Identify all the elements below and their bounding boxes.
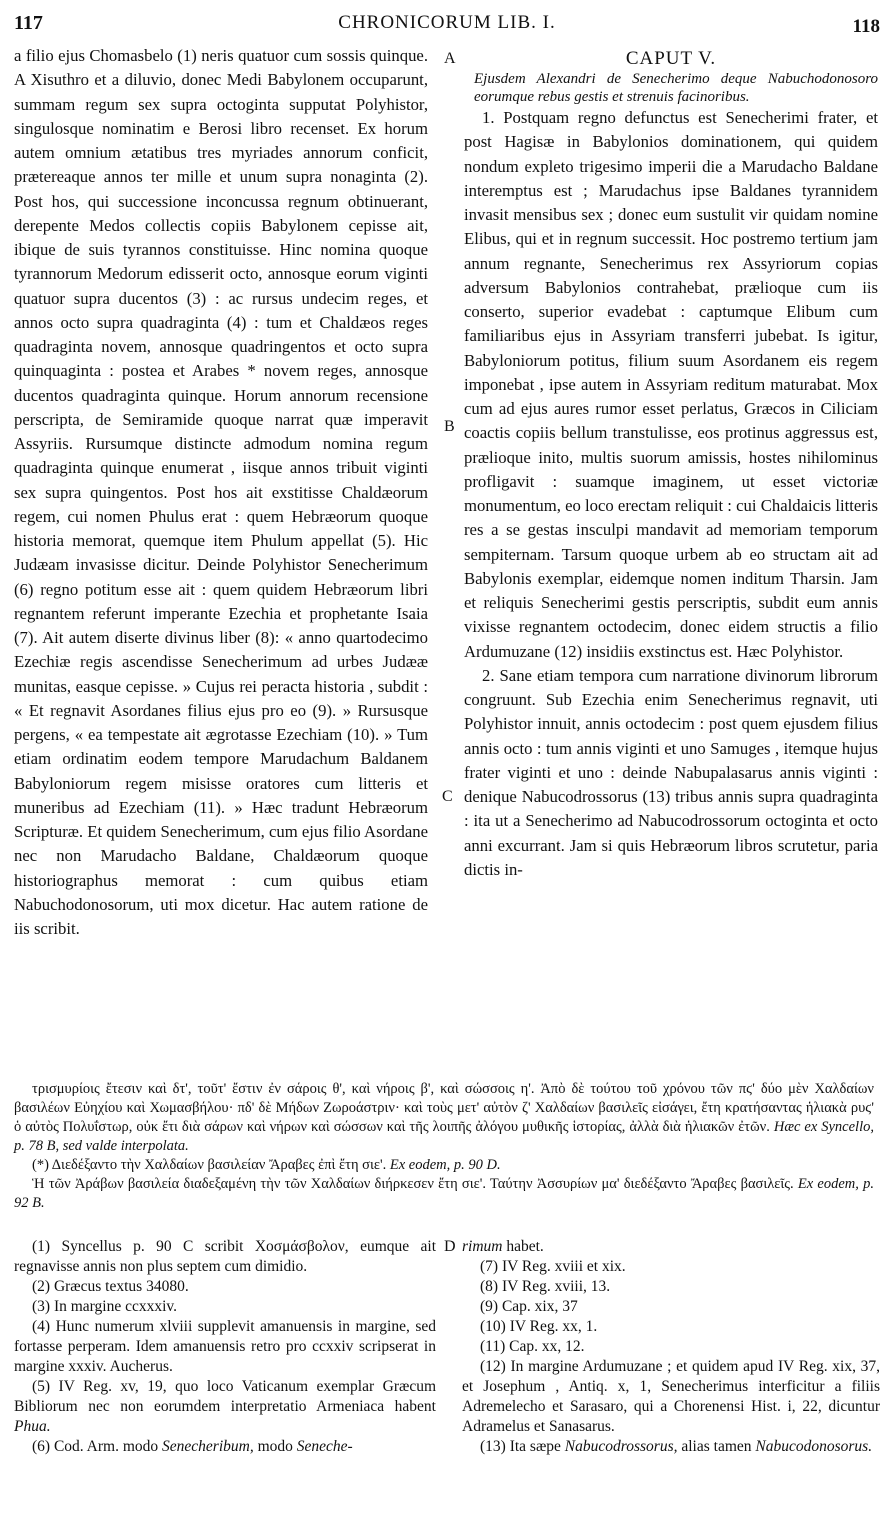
footnote-text: (13) Ita sæpe xyxy=(480,1438,565,1455)
greek-note-2 xyxy=(14,1156,874,1175)
footnotes-left xyxy=(14,1237,436,1457)
right-paragraph-2: 2. Sane etiam tempora cum narratione divinorum librorum congruunt. Sub Ezechia enim Senecherimus regnavit, uti Polyhistor innuit, annis octodecim : post quem ejusdem filius annis octo : tum annis viginti et uno Samuges , itemque hujus frater viginti et uno : deinde Nabupalasarus annis viginti : denique Nabucodrossorus (13) tribus annis supra quadraginta : ita ut a Senecherimo ad Nabucodrossorum octoginta et octo anni excurrant. Jam si quis Hebræorum libros scrutetur, paria dictis in- xyxy=(464,665,878,879)
footnote-text: (5) IV Reg. xv, 19, quo loco Vaticanum exemplar Græcum Bibliorum nec non eorumdem interpretatio Armeniaca habent xyxy=(14,1378,436,1415)
margin-marker-b: B xyxy=(444,418,455,435)
margin-marker-c: C xyxy=(442,788,453,805)
running-title: CHRONICORUM LIB. I. xyxy=(338,12,556,33)
greek-source: Ex eodem, p. 92 B. xyxy=(14,1176,875,1211)
greek-text: (*) Διεδέξαντο τὴν Χαλδαίων βασιλείαν Ἄραβες ἐπὶ ἔτη σιε'. xyxy=(32,1157,387,1173)
footnote-italic: rimum xyxy=(462,1238,503,1255)
right-text-column xyxy=(464,48,878,882)
page-number-left: 117 xyxy=(14,12,43,34)
footnote-text: modo xyxy=(253,1438,297,1455)
footnote-12: (12) In margine Ardumuzane ; et quidem apud IV Reg. xix, 37, et Josephum , Antiq. x, 1, Senecherimus interficitur a filiis Adremelecho et Sarasaro, qui a Chorenensi Hist. i, 22, dicuntur Adramelus et Sanasarus. xyxy=(462,1358,880,1435)
footnote-9: (9) Cap. xix, 37 xyxy=(480,1298,578,1315)
footnote-text: alias tamen xyxy=(677,1438,756,1455)
footnote-11: (11) Cap. xx, 12. xyxy=(480,1338,585,1355)
footnote-4: (4) Hunc numerum xlviii supplevit amanuensis in margine, sed fortasse perperam. Idem amanuensis retro pro ccxxiv scripserat in margine xxxiv. Aucherus. xyxy=(14,1318,436,1375)
footnote-8: (8) IV Reg. xviii, 13. xyxy=(480,1278,611,1295)
footnote-6-continued xyxy=(462,1237,880,1257)
right-paragraph-1: 1. Postquam regno defunctus est Senecherimi frater, et post Hagisæ in Babylonios dominationem, qui quidem nondum expleto trigesimo imperii die a Marudacho Baldane interemptus est ; Marudachus ipse Baldanes tyrannidem invasit mensibus sex ; donec eum sustulit vir quidam nomine Elibus, qui et in regnum successit. Hoc postremo tertium jam annum regnante, Senecherimus rex Assyriorum copias adversum Babylonios contrahebat, prælioque cum iis conserto, superior evadebat : captumque Elibum cum familiaribus ejus in Assyriam transferri jubebat. Is igitur, Babyloniorum potitus, filium suum Asordanem eis regem imponebat , ipse autem in Assyriam reditum maturabat. Mox cum ad ejus aures rumor esset perlatus, Græcos in Ciliciam coactis copiis bellum transtulisse, eos protinus aggressus est, prælioque inito, multis suorum amissis, hostes nihilominus profligavit : suamque imaginem, ut esset victoriæ monumentum, eo loco erectam reliquit : cui Chaldaicis litteris res a se gestas insculpi mandavit ad memoriam temporum sempiternam. Tarsum quoque urbem ab eo structam ait ad Babylonis exemplar, eidemque nomen inditum Tharsin. Jam et reliquis Senecherimi gestis perscriptis, subdit eum annis vixisse regnantem octodecim, donec eidem structis a filio Ardumuzane (12) insidiis exstinctus est. Hæc Polyhistor. xyxy=(464,108,878,661)
chapter-summary: Ejusdem Alexandri de Senecherimo deque Nabuchodonosoro eorumque rebus gestis et strenuis facinoribus. xyxy=(474,71,878,105)
footnote-10: (10) IV Reg. xx, 1. xyxy=(480,1318,598,1335)
greek-text: Ἡ τῶν Ἀράβων βασιλεία διαδεξαμένη τὴν τῶν Χαλδαίων διήρκεσεν ἔτη σιε'. Ταύτην Ἀσσυρίων μα' διεδέξαντο Ἄραβες βασιλεῖς. xyxy=(32,1176,794,1192)
greek-source: Ex eodem, p. 90 D. xyxy=(389,1157,501,1173)
greek-text: τρισμυρίοις ἔτεσιν καὶ δτ', τοῦτ' ἔστιν ἐν σάροις θ', καὶ νήροις β', καὶ σώσσοις η'. Ἀπὸ δὲ τούτου τοῦ χρόνου τῶν πϛ' δύο μὲν Χαλδαίων βασιλέων Εὐηχίου καὶ Χωμασβήλου· πδ' δὲ Μήδων Ζωροάστριν· καὶ τοὺς μετ' αὐτὸν ζ' Χαλδαίων βασιλεῖς εἰσάγει, ἔτη κρατήσαντας ἡλιακὰ ρυϛ' ὁ αὐτὸς Πολυΐστωρ, οὐκ ἔτι διὰ σάρων καὶ νήρων καὶ σώσσων καὶ τῆς λοιπῆς ἀλόγου μυθικῆς ἱστορίας, ἀλλὰ διὰ ἡλιακῶν ἐτῶν. xyxy=(14,1081,874,1135)
greek-source: Hæc ex Syncello, p. 78 B, sed valde interpolata. xyxy=(14,1119,874,1154)
page-header xyxy=(14,12,880,42)
footnote-7: (7) IV Reg. xviii et xix. xyxy=(480,1258,626,1275)
footnote-italic: Nabucodrossorus, xyxy=(564,1438,678,1455)
margin-marker-d: D xyxy=(444,1238,456,1255)
footnote-italic: Seneche- xyxy=(296,1438,353,1455)
greek-note-3 xyxy=(14,1175,874,1213)
left-paragraph: a filio ejus Chomasbelo (1) neris quatuor cum sossis quinque. A Xisuthro et a diluvio, donec Medi Babylonem occuparunt, summam regum sex supra octoginta supputat Polyhistor, singulosque nominatim e Berosi libro recenset. Ex horum autem omnium ætatibus tres myriades annorum conficit, prætereaque annos ter mille et unum supra nonaginta (2). Post hos, qui successione inconcussa regnum obtinuerant, derepente Medos collectis copiis Babylonem cepisse ait, ibique de suis tyrannos constituisse. Hinc nomina quoque tyrannorum Medorum edisserit octo, annosque eorum viginti quatuor supra ducentos (3) : ac rursus undecim reges, et annos octo supra quadraginta (4) : tum et Chaldæos reges quadraginta novem, annosque quadringentos et octo supra quinquaginta : postea et Arabes * novem reges, annosque ducentos quadraginta quinque. Horum annorum recensione perscripta, de Semiramide quoque narrat quæ imperavit Assyriis. Rursumque distincte admodum nomina regum quadraginta quinque enumerat , iisque annos tribuit viginti sex supra quingentos. Post hos ait exstitisse Chaldæorum regem, cui nomen Phulus erat : quem Hebræorum quoque historia memorat, quemque item Phulum appellat (5). Hic Judæam invasisse dicitur. Deinde Polyhistor Senecherimum (6) regno potitum esse ait : quem quidem Hebræorum libri regnantem referunt imperante Ezechia et prophetante Isaia (7). Ait autem diserte divinus liber (8): « anno quartodecimo Ezechiæ regis ascendisse Senecherimum ad urbes Judææ munitas, easque cepisse. » Cujus rei peracta historia , subdit : « Et regnavit Asordanes filius ejus pro eo (9). » Rursusque pergens, « ea tempestate ait ægrotasse Ezechiam (10). » Tum etiam ordinatim eodem tempore Marudachum Baldanem Babyloniorum regem misisse oratores cum litteris et muneribus ad Ezechiam (11). » Hæc tradunt Hebræorum Scripturæ. Et quidem Senecherimum, cum ejus filio Asordane nec non Marudacho Baldane, Chaldæorum quoque historiographus memorat : cum quibus etiam Nabuchodonosorum, uti mox dicetur. Hac autem ratione de iis scribit. xyxy=(14,46,428,938)
page-number-right: 118 xyxy=(852,16,880,37)
footnote-3: (3) In margine ccxxxiv. xyxy=(32,1298,178,1315)
footnote-italic: Phua. xyxy=(14,1418,51,1435)
footnote-13 xyxy=(462,1437,880,1457)
footnote-italic: Senecheribum, xyxy=(162,1438,254,1455)
greek-note-1 xyxy=(14,1080,874,1156)
footnote-1: (1) Syncellus p. 90 C scribit Χοσμάσβολον, eumque ait regnavisse annis non plus septem cum dimidio. xyxy=(14,1238,436,1275)
greek-footnote-block xyxy=(14,1080,874,1213)
chapter-heading: CAPUT V. xyxy=(625,48,717,69)
left-text-column xyxy=(14,44,428,941)
margin-marker-a: A xyxy=(444,50,456,67)
footnotes-right xyxy=(462,1237,880,1457)
footnote-text: habet. xyxy=(502,1238,544,1255)
footnote-5 xyxy=(14,1377,436,1437)
footnote-italic: Nabucodonosorus. xyxy=(755,1438,873,1455)
footnote-6 xyxy=(14,1437,436,1457)
footnote-text: (6) Cod. Arm. modo xyxy=(32,1438,163,1455)
footnote-2: (2) Græcus textus 34080. xyxy=(32,1278,189,1295)
